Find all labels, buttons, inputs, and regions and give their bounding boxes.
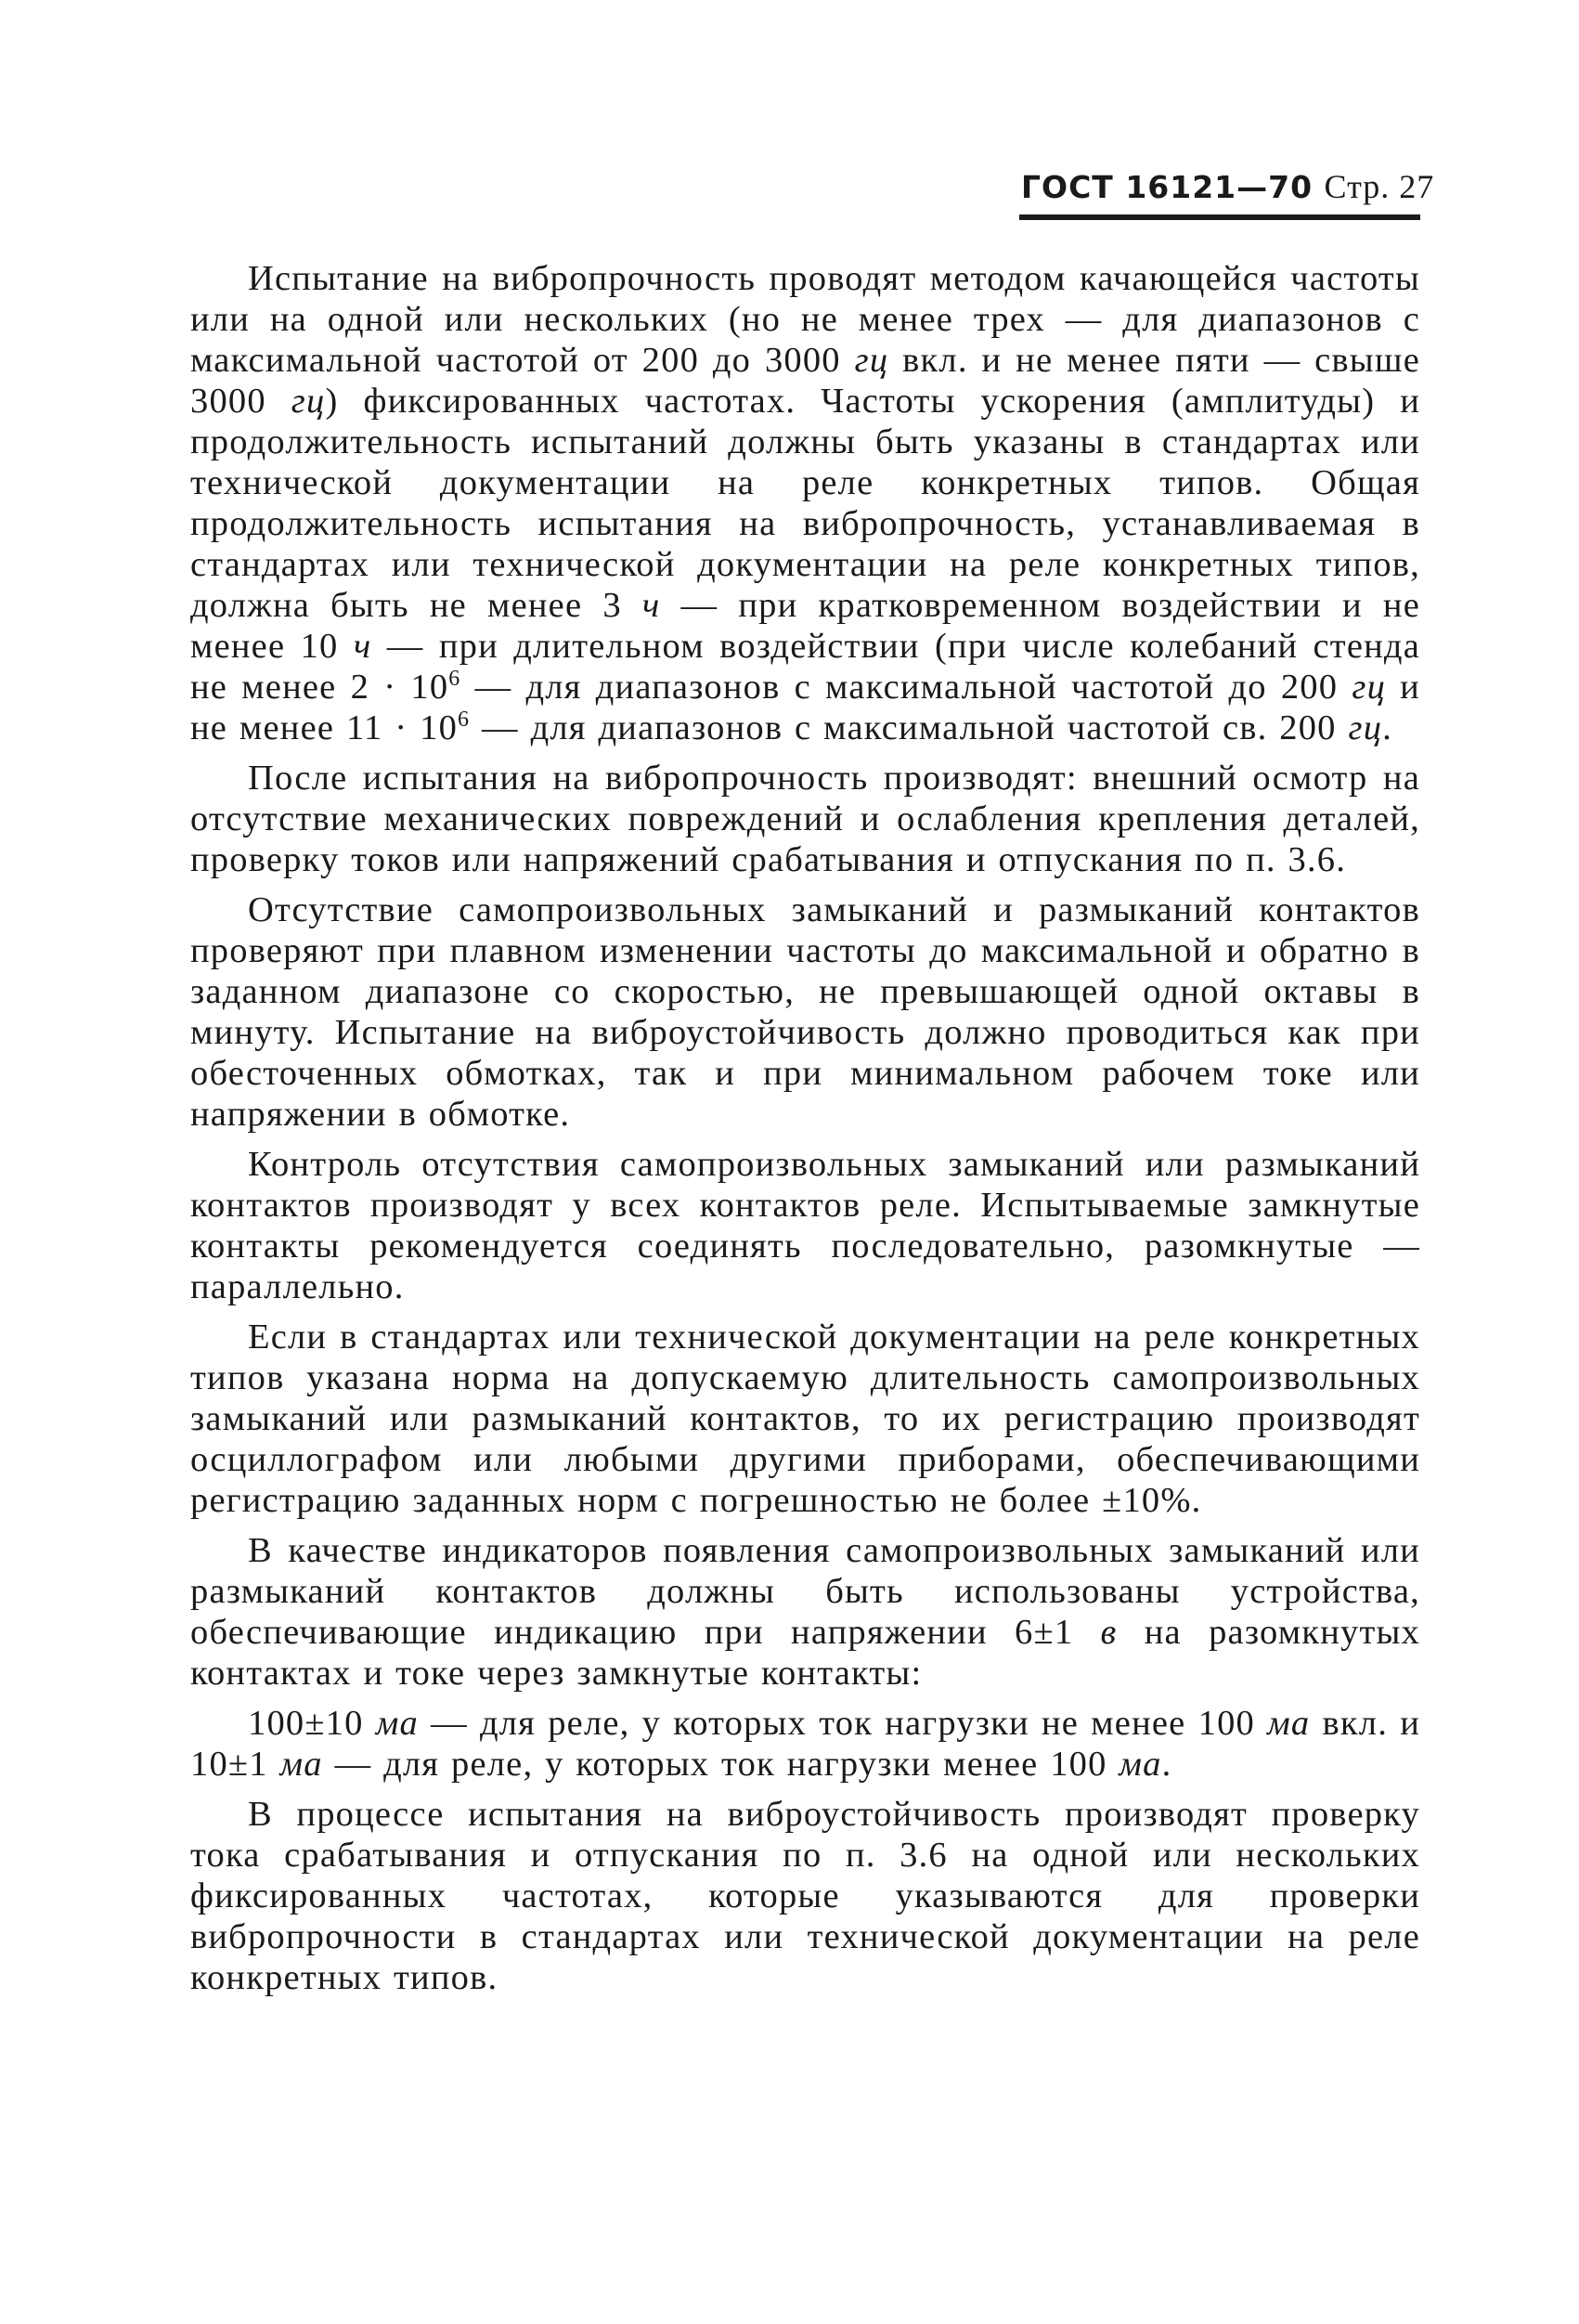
unit-label: гц bbox=[1348, 708, 1383, 747]
unit-label: ма bbox=[1119, 1745, 1162, 1784]
paragraph-vibration-strength-test bbox=[190, 258, 1420, 748]
exponent: 6 bbox=[448, 667, 461, 691]
paragraph-current-values bbox=[190, 1703, 1420, 1785]
paragraph-vibration-resistance-check: В процессе испытания на виброустойчивость производят проверку тока срабатывания и отпускания по п. 3.6 на одной или нескольких фиксированных частотах, которые указываются для проверки вибропрочности в стандартах или технической документации на реле конкретных типов. bbox=[190, 1795, 1420, 1997]
unit-label: в bbox=[1100, 1613, 1118, 1652]
text-run: — для реле, у которых ток нагрузки не менее 100 bbox=[418, 1704, 1268, 1743]
unit-label: гц bbox=[854, 341, 889, 380]
text-run: . bbox=[1161, 1745, 1172, 1784]
text-run: В качестве индикаторов появления самопроизвольных замыканий или размыканий контактов должны быть использованы устройства, обеспечивающие индикацию при напряжении 6±1 bbox=[190, 1531, 1420, 1652]
text-run: вкл. и не менее пяти — свыше 3000 bbox=[190, 341, 1420, 421]
header-rule bbox=[1019, 214, 1420, 220]
paragraph-spontaneous-contacts-check: Отсутствие самопроизвольных замыканий и размыканий контактов проверяют при плавном изменении частоты до максимальной и обратно в заданном диапазоне со скоростью, не превышающей одной октавы в минуту. Испытание на виброустойчивость должно проводиться как при обесточенных обмотках, так и при минимальном рабочем токе или напряжении в обмотке. bbox=[190, 890, 1420, 1134]
text-run: ) фиксированных частотах. Частоты ускорения (амплитуды) и продолжительность испытаний должны быть указаны в стандартах или технической документации на реле конкретных типов. Общая продолжительность испытания на вибропрочность, устанавливаемая в стандартах или технической документации на реле конкретных типов, должна быть не менее 3 bbox=[190, 382, 1421, 625]
text-run: Испытание на вибропрочность проводят методом качающейся частоты или на одной или нескольких (но не менее трех — для диапазонов с максимальной частотой от 200 до 3000 bbox=[190, 259, 1420, 380]
unit-label: гц bbox=[1352, 668, 1387, 707]
text-run: и не менее 11 · 10 bbox=[190, 668, 1420, 747]
unit-label: ч bbox=[353, 627, 372, 666]
standard-label: ГОСТ bbox=[1021, 169, 1114, 205]
text-run: — при кратковременном воздействии и не менее 10 bbox=[190, 586, 1420, 666]
standard-number: 16121—70 bbox=[1125, 169, 1314, 205]
unit-label: гц bbox=[291, 382, 326, 421]
text-run: на разомкнутых контактах и токе через замкнутые контакты: bbox=[190, 1613, 1420, 1693]
text-run: — для диапазонов с максимальной частотой до 200 bbox=[460, 668, 1353, 707]
exponent: 6 bbox=[458, 708, 471, 732]
unit-label: ч bbox=[641, 586, 661, 625]
text-run: 100±10 bbox=[248, 1704, 376, 1743]
paragraph-registration: Если в стандартах или технической документации на реле конкретных типов указана норма на допускаемую длительность самопроизвольных замыканий или размыканий контактов, то их регистрацию производят осциллографом или любыми другими приборами, обеспечивающими регистрацию заданных норм с погрешностью не более ±10%. bbox=[190, 1318, 1420, 1520]
text-run: вкл. и 10±1 bbox=[190, 1704, 1421, 1784]
text-run: . bbox=[1382, 708, 1392, 747]
text-run: — при длительном воздействии (при числе колебаний стенда не менее 2 · 10 bbox=[190, 627, 1421, 707]
text-run: — для реле, у которых ток нагрузки менее 100 bbox=[322, 1745, 1120, 1784]
page-number: Стр. 27 bbox=[1324, 168, 1435, 205]
unit-label: ма bbox=[279, 1745, 323, 1784]
body-text bbox=[190, 258, 1420, 2007]
text-run: — для диапазонов с максимальной частотой св. 200 bbox=[470, 708, 1349, 747]
paragraph-post-test-inspection: После испытания на вибропрочность производят: внешний осмотр на отсутствие механических повреждений и ослабления крепления деталей, проверку токов или напряжений срабатывания и отпускания по п. 3.6. bbox=[190, 759, 1420, 879]
page-header bbox=[1021, 167, 1435, 206]
unit-label: ма bbox=[1267, 1704, 1311, 1743]
paragraph-indicators bbox=[190, 1530, 1420, 1694]
unit-label: ма bbox=[375, 1704, 419, 1743]
paragraph-contacts-control: Контроль отсутствия самопроизвольных замыканий или размыканий контактов производят у всех контактов реле. Испытываемые замкнутые контакты рекомендуется соединять последовательно, разомкнутые — параллельно. bbox=[190, 1145, 1420, 1306]
